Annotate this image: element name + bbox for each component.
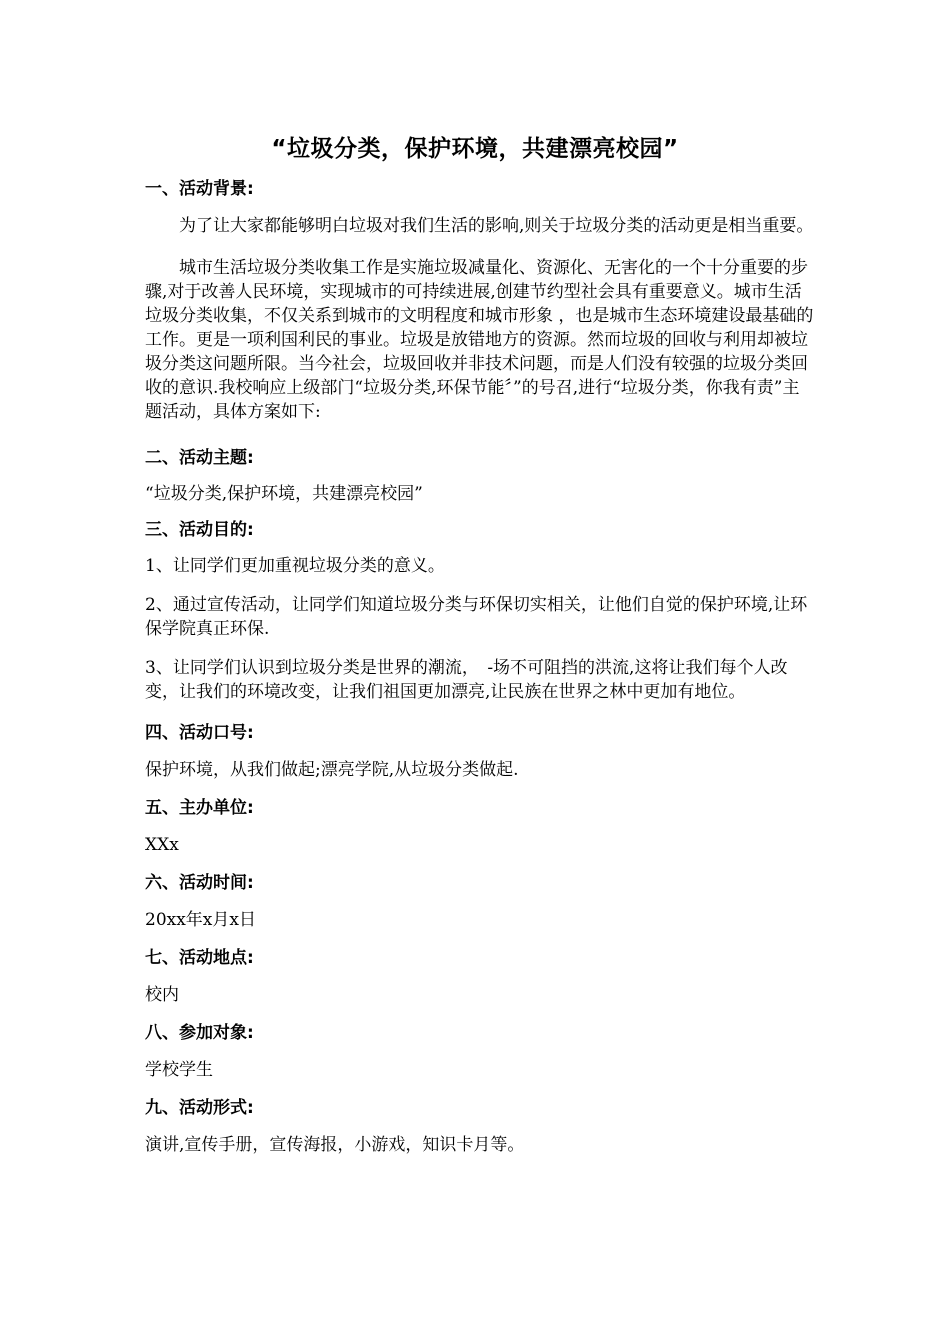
organizer-text: XXx [145, 835, 179, 855]
section-heading-theme: 二、活动主题: [145, 448, 254, 468]
format-text: 演讲,宣传手册，宣传海报，小游戏，知识卡月等。 [145, 1135, 525, 1155]
section-heading-participants: 八、参加对象: [145, 1023, 254, 1043]
purpose-item-2: 2、通过宣传活动，让同学们知道垃圾分类与环保切实相关，让他们自觉的保护环境,让环保学院真正环保. [145, 595, 808, 639]
background-paragraph-1: 为了让大家都能够明白垃圾对我们生活的影响,则关于垃圾分类的活动更是相当重要。 [179, 216, 814, 236]
time-text: 20xx年x月x日 [145, 910, 256, 930]
document-body [145, 176, 815, 1157]
section-heading-slogan: 四、活动口号: [145, 723, 254, 743]
participants-text: 学校学生 [145, 1060, 213, 1080]
section-heading-time: 六、活动时间: [145, 873, 254, 893]
section-heading-organizer: 五、主办单位: [145, 798, 254, 818]
section-heading-purpose: 三、活动目的: [145, 520, 254, 540]
section-heading-location: 七、活动地点: [145, 948, 254, 968]
background-paragraph-2: 城市生活垃圾分类收集工作是实施垃圾减量化、资源化、无害化的一个十分重要的步骤,对于改善人民环境，实现城市的可持续进展,创建节约型社会具有重要意义。城市生活垃圾分类收集，不仅关系到城市的文明程度和城市形象 ，也是城市生态环境建设最基础的工作。更是一项利国利民的事业。垃圾是放错地方的资源。然而垃圾的回收与利用却被垃圾分类这问题所限。当今社会，垃圾回收并非技术问题，而是人们没有较强的垃圾分类回收的意识.我校响应上级部门“垃圾分类,环保节能〞”的号召,进行“垃圾分类，你我有责”主题活动，具体方案如下: [145, 258, 814, 422]
location-text: 校内 [145, 985, 179, 1005]
purpose-item-1: 1、让同学们更加重视垃圾分类的意义。 [145, 556, 445, 576]
purpose-item-3: 3、让同学们认识到垃圾分类是世界的潮流， -场不可阻挡的洪流,这将让我们每个人改变，让我们的环境改变，让我们祖国更加漂亮,让民族在世界之林中更加有地位。 [145, 658, 788, 702]
section-heading-format: 九、活动形式: [145, 1098, 254, 1118]
section-heading-background: 一、活动背景: [145, 179, 254, 199]
theme-text: “垃圾分类,保护环境，共建漂亮校园” [145, 484, 423, 504]
slogan-text: 保护环境，从我们做起;漂亮学院,从垃圾分类做起. [145, 760, 519, 780]
document-title: “垃圾分类，保护环境，共建漂亮校园” [271, 136, 679, 162]
